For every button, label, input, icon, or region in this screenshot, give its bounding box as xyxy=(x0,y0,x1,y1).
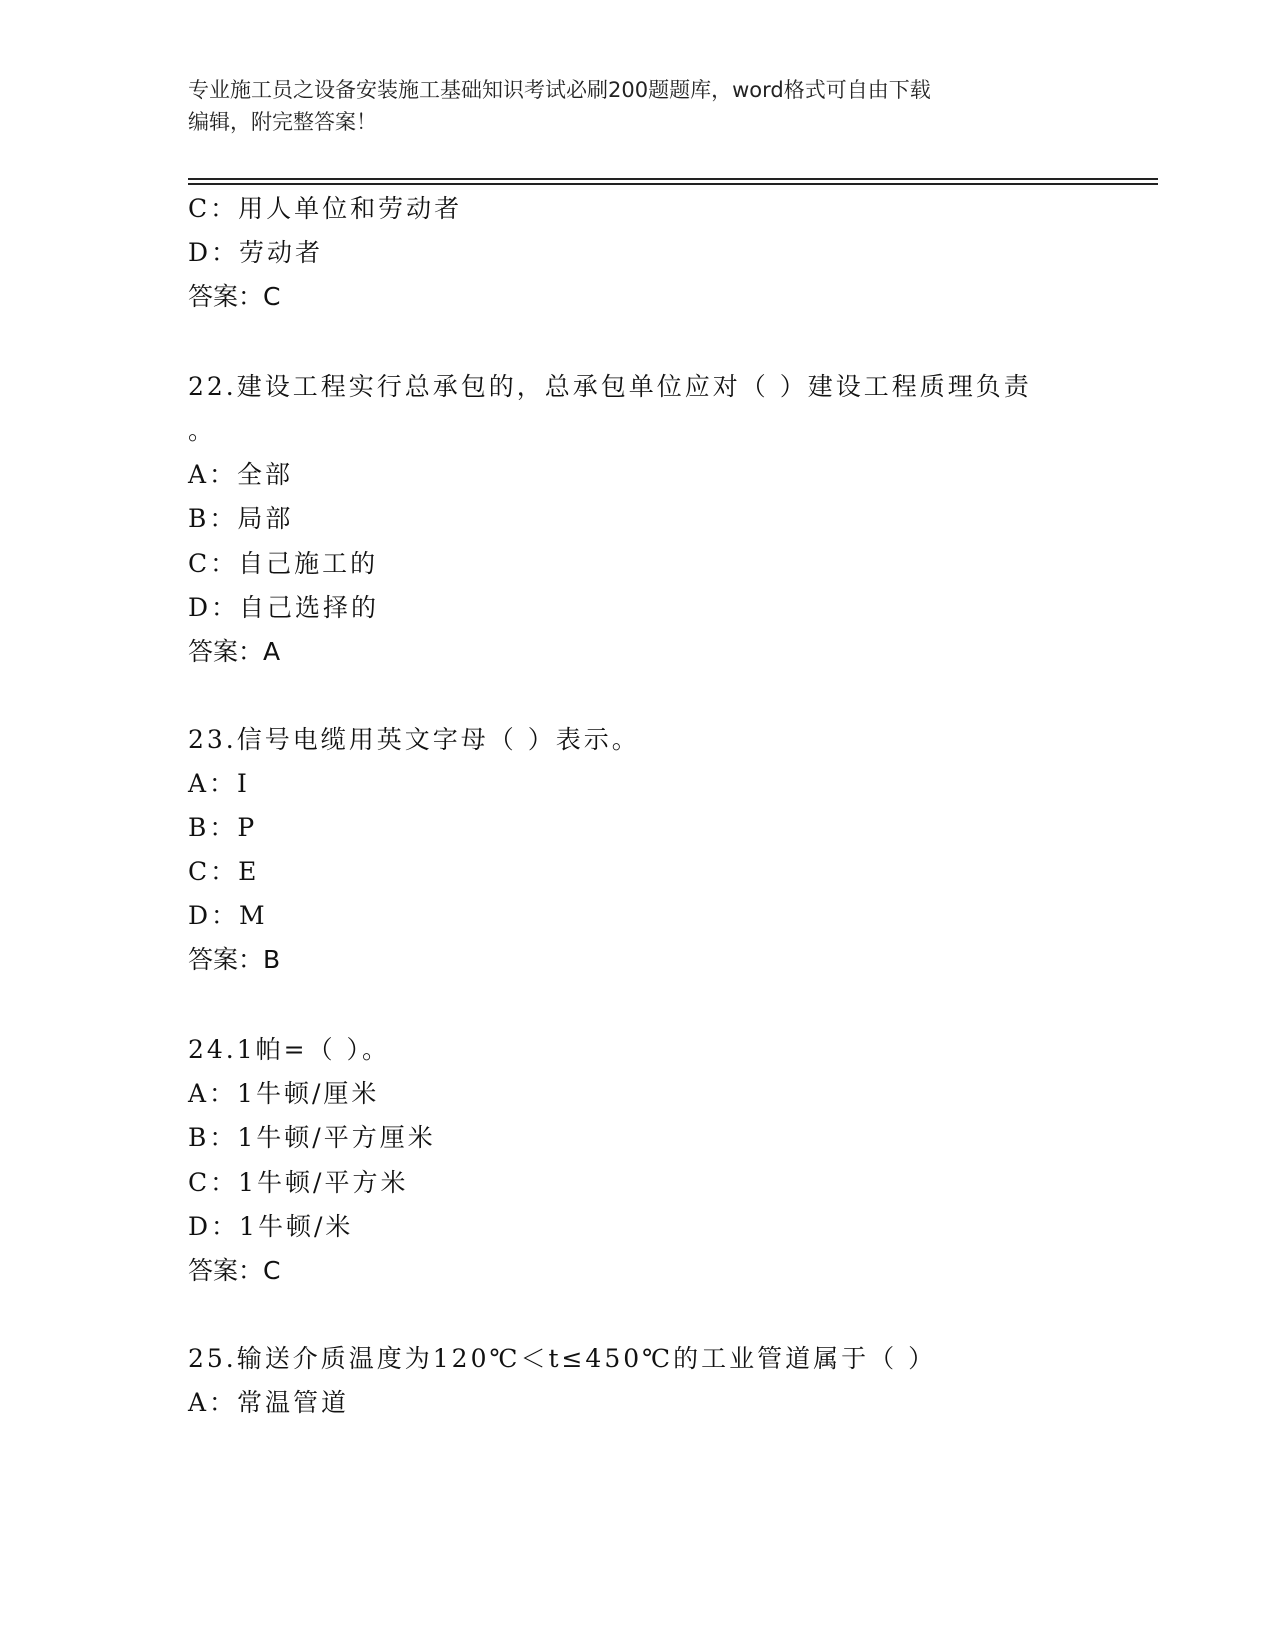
q21-option-c: C：用人单位和劳动者 xyxy=(188,194,463,223)
header-rule-bottom xyxy=(188,183,1158,185)
header-line-2: 编辑，附完整答案！ xyxy=(188,110,377,134)
q24-option-a: A：1牛顿/厘米 xyxy=(188,1079,380,1108)
q22-option-c: C：自己施工的 xyxy=(188,549,379,578)
q22-option-b: B：局部 xyxy=(188,504,294,533)
q23-option-c: C：E xyxy=(188,857,260,886)
q24-stem: 24.1帕=（ ）。 xyxy=(188,1035,391,1064)
q23-option-b: B：P xyxy=(188,813,258,842)
q22-option-a: A：全部 xyxy=(188,460,294,489)
header-line-1: 专业施工员之设备安装施工基础知识考试必刷200题题库，word格式可自由下载 xyxy=(188,78,931,102)
q22-stem: 22.建设工程实行总承包的，总承包单位应对（ ）建设工程质理负责 xyxy=(188,372,1032,401)
q21-answer: 答案：C xyxy=(188,282,281,311)
header-rule-top xyxy=(188,178,1158,180)
q25-stem: 25.输送介质温度为120℃＜t≤450℃的工业管道属于（ ） xyxy=(188,1344,937,1373)
q22-option-d: D：自己选择的 xyxy=(188,593,380,622)
q21-option-d: D：劳动者 xyxy=(188,238,324,267)
q23-option-a: A：I xyxy=(188,769,250,798)
q25-option-a: A：常温管道 xyxy=(188,1388,350,1417)
q24-option-b: B：1牛顿/平方厘米 xyxy=(188,1123,436,1152)
document-header xyxy=(188,74,1068,138)
q22-answer: 答案：A xyxy=(188,637,281,666)
q24-option-d: D：1牛顿/米 xyxy=(188,1212,354,1241)
q24-option-c: C：1牛顿/平方米 xyxy=(188,1168,409,1197)
q24-answer: 答案：C xyxy=(188,1256,281,1285)
q23-stem: 23.信号电缆用英文字母（ ）表示。 xyxy=(188,725,640,754)
q23-option-d: D：M xyxy=(188,901,268,930)
q22-stem-continuation: 。 xyxy=(188,416,217,445)
q23-answer: 答案：B xyxy=(188,945,281,974)
